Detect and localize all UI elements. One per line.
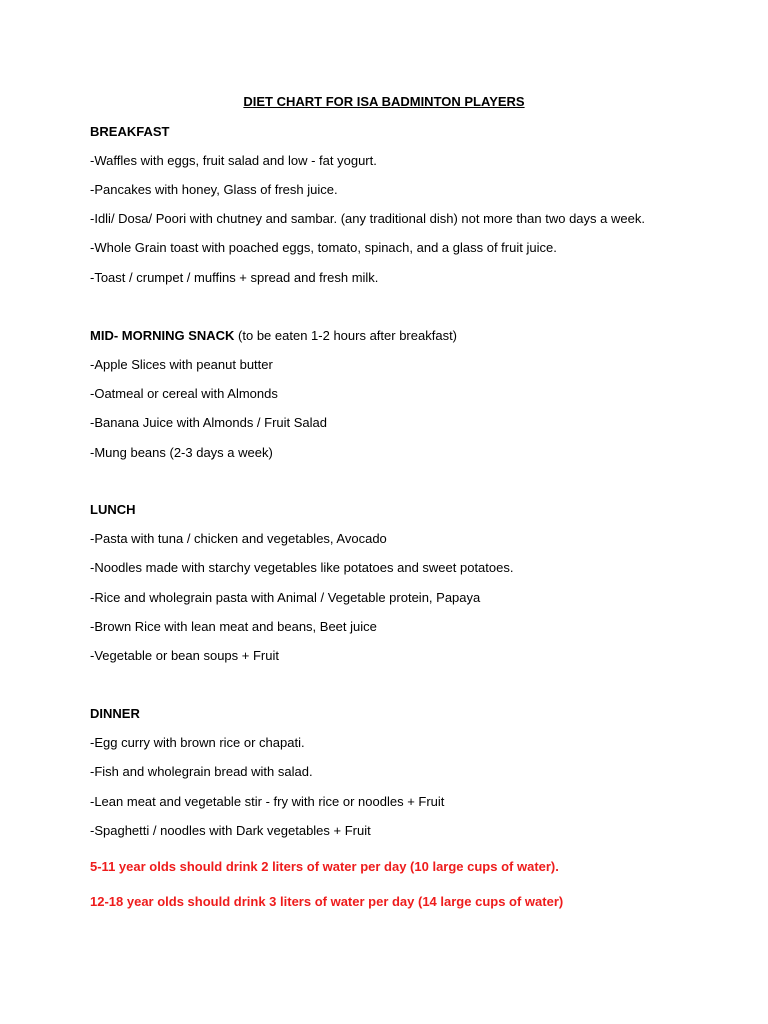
- dinner-item: -Spaghetti / noodles with Dark vegetables + Fruit: [90, 823, 371, 838]
- snack-heading: MID- MORNING SNACK: [90, 328, 235, 343]
- snack-item: -Mung beans (2-3 days a week): [90, 445, 273, 460]
- dinner-heading: DINNER: [90, 706, 140, 721]
- snack-heading-line: [90, 328, 457, 344]
- snack-item: -Apple Slices with peanut butter: [90, 357, 273, 372]
- dinner-item: -Egg curry with brown rice or chapati.: [90, 735, 305, 750]
- lunch-item: -Rice and wholegrain pasta with Animal / Vegetable protein, Papaya: [90, 590, 481, 605]
- dinner-item: -Lean meat and vegetable stir - fry with rice or noodles + Fruit: [90, 794, 445, 809]
- lunch-heading: LUNCH: [90, 502, 136, 517]
- breakfast-item: -Toast / crumpet / muffins + spread and fresh milk.: [90, 270, 379, 285]
- snack-subtitle: (to be eaten 1-2 hours after breakfast): [234, 328, 458, 343]
- lunch-item: -Vegetable or bean soups + Fruit: [90, 648, 279, 663]
- lunch-item: -Noodles made with starchy vegetables like potatoes and sweet potatoes.: [90, 560, 514, 575]
- breakfast-item: -Waffles with eggs, fruit salad and low - fat yogurt.: [90, 153, 377, 168]
- snack-item: -Oatmeal or cereal with Almonds: [90, 386, 278, 401]
- page-title: DIET CHART FOR ISA BADMINTON PLAYERS: [243, 94, 525, 109]
- breakfast-item: -Idli/ Dosa/ Poori with chutney and sambar. (any traditional dish) not more than two days a week.: [90, 211, 645, 226]
- water-note: 5-11 year olds should drink 2 liters of water per day (10 large cups of water).: [90, 859, 559, 874]
- lunch-item: -Pasta with tuna / chicken and vegetables, Avocado: [90, 531, 387, 546]
- breakfast-heading: BREAKFAST: [90, 124, 170, 139]
- lunch-item: -Brown Rice with lean meat and beans, Beet juice: [90, 619, 377, 634]
- water-note: 12-18 year olds should drink 3 liters of water per day (14 large cups of water): [90, 894, 564, 909]
- breakfast-item: -Whole Grain toast with poached eggs, tomato, spinach, and a glass of fruit juice.: [90, 240, 557, 255]
- dinner-item: -Fish and wholegrain bread with salad.: [90, 764, 313, 779]
- snack-item: -Banana Juice with Almonds / Fruit Salad: [90, 415, 328, 430]
- breakfast-item: -Pancakes with honey, Glass of fresh juice.: [90, 182, 338, 197]
